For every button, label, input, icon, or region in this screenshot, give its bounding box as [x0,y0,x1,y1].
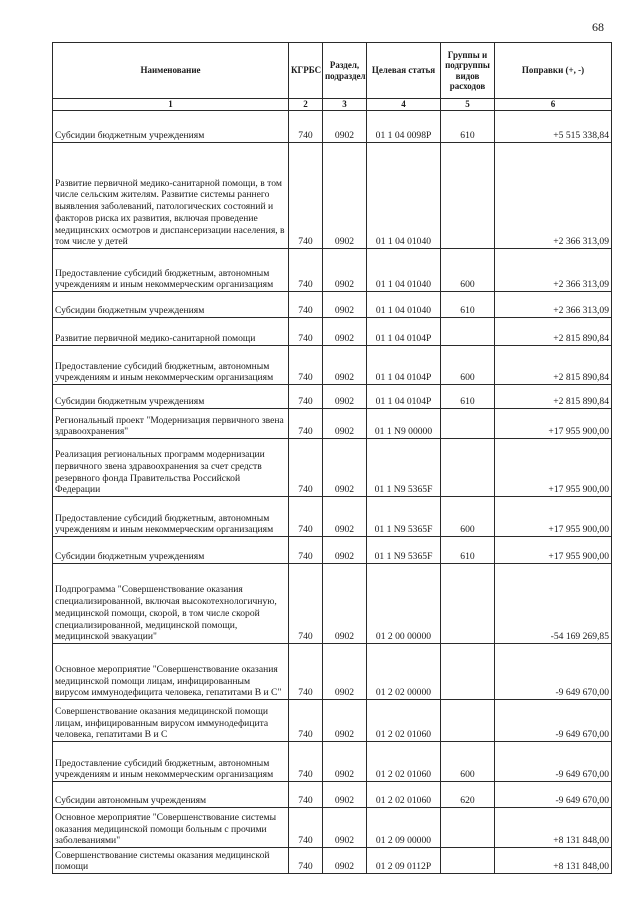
row-kgrbs: 740 [289,249,323,292]
row-amount: +2 366 313,09 [495,249,612,292]
column-number: 2 [289,99,323,111]
row-target-article: 01 2 09 0112P [367,848,441,874]
table-row [53,537,612,564]
row-name: Субсидии бюджетным учреждениям [53,385,289,409]
row-name: Предоставление субсидий бюджетным, автономным учреждениям и иным некоммерческим организациям [53,249,289,292]
row-kgrbs: 740 [289,409,323,439]
row-target-article: 01 2 02 01060 [367,742,441,782]
column-header-csr: Целевая статья [367,43,441,99]
row-amount: +17 955 900,00 [495,439,612,497]
row-expense-type: 600 [441,346,495,385]
row-razdel: 0902 [323,808,367,848]
row-name: Субсидии бюджетным учреждениям [53,111,289,143]
row-expense-type [441,409,495,439]
row-target-article: 01 2 09 00000 [367,808,441,848]
row-amount: +17 955 900,00 [495,409,612,439]
row-name: Основное мероприятие "Совершенствование оказания медицинской помощи лицам, инфицированным вирусом иммунодефицита человека, гепатитами В и С" [53,644,289,700]
row-expense-type: 610 [441,111,495,143]
row-kgrbs: 740 [289,111,323,143]
row-kgrbs: 740 [289,318,323,346]
row-target-article: 01 2 02 01060 [367,700,441,742]
row-razdel: 0902 [323,848,367,874]
row-amount: +2 366 313,09 [495,143,612,249]
row-target-article: 01 1 N9 00000 [367,409,441,439]
row-kgrbs: 740 [289,143,323,249]
row-name: Основное мероприятие "Совершенствование системы оказания медицинской помощи больным с прочими заболеваниями" [53,808,289,848]
row-target-article: 01 2 02 00000 [367,644,441,700]
row-razdel: 0902 [323,292,367,318]
row-target-article: 01 2 02 01060 [367,782,441,808]
column-number: 4 [367,99,441,111]
budget-table [52,42,612,874]
row-kgrbs: 740 [289,564,323,644]
row-name: Предоставление субсидий бюджетным, автономным учреждениям и иным некоммерческим организациям [53,346,289,385]
row-amount: +2 815 890,84 [495,346,612,385]
row-kgrbs: 740 [289,497,323,537]
row-name: Развитие первичной медико-санитарной помощи, в том числе сельским жителям. Развитие системы раннего выявления заболеваний, патологических состояний и факторов риска их развития, включая проведение медицинских осмотров и диспансеризации населения, в том числе у детей [53,143,289,249]
row-name: Развитие первичной медико-санитарной помощи [53,318,289,346]
row-target-article: 01 1 04 01040 [367,249,441,292]
row-name: Предоставление субсидий бюджетным, автономным учреждениям и иным некоммерческим организациям [53,742,289,782]
row-name: Региональный проект "Модернизация первичного звена здравоохранения" [53,409,289,439]
row-kgrbs: 740 [289,808,323,848]
row-razdel: 0902 [323,700,367,742]
table-row [53,700,612,742]
row-razdel: 0902 [323,249,367,292]
column-header-name: Наименование [53,43,289,99]
row-razdel: 0902 [323,564,367,644]
row-razdel: 0902 [323,318,367,346]
table-row [53,143,612,249]
row-target-article: 01 1 04 0104P [367,318,441,346]
table-row [53,439,612,497]
row-amount: -9 649 670,00 [495,644,612,700]
row-razdel: 0902 [323,742,367,782]
row-target-article: 01 2 00 00000 [367,564,441,644]
row-amount: +5 515 338,84 [495,111,612,143]
row-razdel: 0902 [323,439,367,497]
row-expense-type [441,808,495,848]
row-expense-type [441,644,495,700]
row-expense-type: 600 [441,497,495,537]
table-row [53,346,612,385]
column-header-amount: Поправки (+, -) [495,43,612,99]
row-target-article: 01 1 04 0104P [367,346,441,385]
row-name: Субсидии бюджетным учреждениям [53,537,289,564]
row-amount: -9 649 670,00 [495,782,612,808]
row-kgrbs: 740 [289,439,323,497]
row-expense-type: 610 [441,385,495,409]
row-expense-type [441,848,495,874]
row-target-article: 01 1 04 0104P [367,385,441,409]
row-expense-type [441,700,495,742]
row-kgrbs: 740 [289,346,323,385]
row-amount: -9 649 670,00 [495,742,612,782]
row-expense-type [441,564,495,644]
row-name: Совершенствование системы оказания медицинской помощи [53,848,289,874]
row-name: Подпрограмма "Совершенствование оказания специализированной, включая высокотехнологичную, медицинской помощи, скорой, в том числе скорой специализированной, медицинской помощи, медицинской эвакуации" [53,564,289,644]
row-amount: +17 955 900,00 [495,497,612,537]
column-header-kgrbs: КГРБС [289,43,323,99]
row-expense-type: 610 [441,292,495,318]
row-razdel: 0902 [323,409,367,439]
row-expense-type [441,318,495,346]
row-kgrbs: 740 [289,644,323,700]
row-kgrbs: 740 [289,537,323,564]
row-razdel: 0902 [323,537,367,564]
row-razdel: 0902 [323,346,367,385]
row-amount: +2 815 890,84 [495,318,612,346]
column-number: 6 [495,99,612,111]
column-number: 3 [323,99,367,111]
table-row [53,318,612,346]
row-razdel: 0902 [323,644,367,700]
row-expense-type: 600 [441,742,495,782]
table-body [53,111,612,874]
row-kgrbs: 740 [289,292,323,318]
row-amount: +8 131 848,00 [495,848,612,874]
row-razdel: 0902 [323,497,367,537]
row-expense-type [441,143,495,249]
row-target-article: 01 1 N9 5365F [367,537,441,564]
row-amount: +8 131 848,00 [495,808,612,848]
row-amount: +2 366 313,09 [495,292,612,318]
row-razdel: 0902 [323,143,367,249]
table-row [53,564,612,644]
row-target-article: 01 1 04 01040 [367,143,441,249]
row-kgrbs: 740 [289,385,323,409]
row-kgrbs: 740 [289,742,323,782]
row-expense-type: 620 [441,782,495,808]
row-target-article: 01 1 N9 5365F [367,497,441,537]
table-row [53,497,612,537]
row-expense-type: 610 [441,537,495,564]
row-razdel: 0902 [323,385,367,409]
row-amount: +2 815 890,84 [495,385,612,409]
row-kgrbs: 740 [289,700,323,742]
row-name: Предоставление субсидий бюджетным, автономным учреждениям и иным некоммерческим организациям [53,497,289,537]
row-expense-type: 600 [441,249,495,292]
table-header [53,43,612,111]
row-name: Совершенствование оказания медицинской помощи лицам, инфицированным вирусом иммунодефицита человека, гепатитами В и С [53,700,289,742]
row-target-article: 01 1 04 01040 [367,292,441,318]
column-header-razdel: Раздел, подраздел [323,43,367,99]
table-row [53,808,612,848]
row-name: Субсидии бюджетным учреждениям [53,292,289,318]
table-row [53,409,612,439]
row-amount: +17 955 900,00 [495,537,612,564]
row-name: Реализация региональных программ модернизации первичного звена здравоохранения за счет средств резервного фонда Правительства Российской Федерации [53,439,289,497]
row-amount: -54 169 269,85 [495,564,612,644]
column-number: 5 [441,99,495,111]
column-number: 1 [53,99,289,111]
table-row [53,249,612,292]
table-row [53,292,612,318]
row-expense-type [441,439,495,497]
row-target-article: 01 1 N9 5365F [367,439,441,497]
table-row [53,742,612,782]
table-row [53,848,612,874]
table-row [53,111,612,143]
table-row [53,385,612,409]
table-row [53,644,612,700]
row-target-article: 01 1 04 0098P [367,111,441,143]
column-header-vr: Группы и подгруппы видов расходов [441,43,495,99]
row-razdel: 0902 [323,111,367,143]
row-kgrbs: 740 [289,848,323,874]
row-amount: -9 649 670,00 [495,700,612,742]
row-kgrbs: 740 [289,782,323,808]
row-razdel: 0902 [323,782,367,808]
page-number: 68 [592,20,604,34]
row-name: Субсидии автономным учреждениям [53,782,289,808]
table-row [53,782,612,808]
